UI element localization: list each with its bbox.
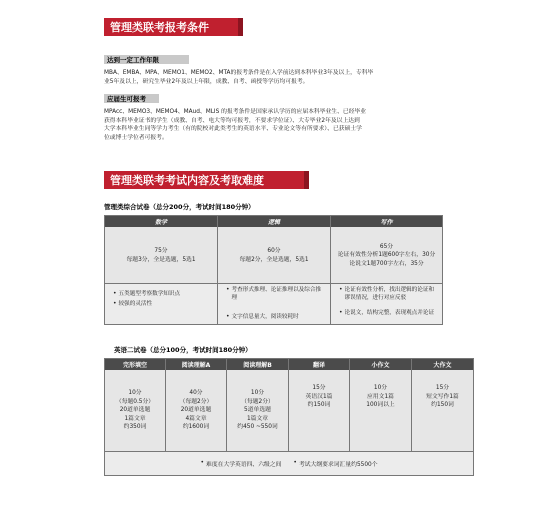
- bullet-item: [339, 309, 437, 317]
- bullet-item: [113, 300, 211, 308]
- bullet-icon: •: [226, 313, 230, 320]
- column-header: 数学: [105, 216, 217, 227]
- bullet-icon: •: [200, 458, 205, 466]
- table-cell: [331, 227, 442, 284]
- cell-line: 20道单选题: [119, 407, 151, 414]
- text-line: 获得本科毕业证书的学生（成教、自考、电大等均可报考，不要求学位证）、大专毕业2年及以上达到: [104, 117, 360, 124]
- detail-text: 每题2分，全是选题，5选1: [239, 256, 309, 263]
- column-header: 阅读理解B: [227, 359, 288, 370]
- table-divider: [288, 359, 289, 451]
- table-divider: [349, 359, 350, 451]
- condition-text: [104, 69, 449, 86]
- table-divider: [165, 359, 166, 451]
- table-title: 管理类综合试卷（总分200分，考试时间180分钟）: [104, 203, 255, 211]
- cell-line: 100词以上: [366, 402, 395, 409]
- note-text: 论说文，结构完整，表现观点并论证: [344, 310, 435, 316]
- column-header: 大作文: [412, 359, 473, 370]
- text-line: 业5年及以上，研究生毕业2年及以上年限，成教、自考、函授等学历均可报考。: [104, 78, 309, 85]
- cell-line: 1篇文章: [124, 415, 146, 422]
- section-header-exam-content: [104, 171, 309, 189]
- cell-line: 1篇文章: [246, 415, 269, 422]
- column-header: 逻辑: [218, 216, 330, 227]
- note-text: 考试大纲要求词汇量约5500个: [298, 461, 378, 468]
- cell-line: 15分: [435, 385, 450, 391]
- note-text: 文字信息量大，阅读较耗时: [231, 314, 299, 320]
- score-text: 60分: [267, 247, 281, 254]
- column-header: 阅读理解A: [166, 359, 226, 370]
- cell-line: 5道单选题: [244, 407, 271, 414]
- text-line: MPAcc、MEMO3、MEMO4、MAud、MLIS 的报考条件是国家承认学历的应届本科毕业生、已经毕业: [104, 109, 367, 115]
- table-cell: [227, 370, 288, 451]
- cell-line: （每题0.5分）: [115, 398, 155, 405]
- bullet-item: [113, 290, 211, 298]
- score-text: 75分: [154, 247, 168, 254]
- score-text: 65分: [379, 243, 394, 250]
- cell-line: （每题2分）: [179, 398, 213, 405]
- table-cell: [412, 370, 473, 451]
- section-header-requirements: [104, 18, 243, 36]
- cell-line: 短文写作1篇: [426, 393, 459, 400]
- table-cell: [331, 284, 442, 324]
- note-text: 五类题型考察数学知识点: [118, 291, 181, 297]
- table-cell: [105, 284, 217, 324]
- note-text: 论证有效性分析，找出逻辑的论证和谬误情况，进行对应反驳: [344, 287, 435, 301]
- table-divider: [217, 216, 218, 324]
- english-exam-table: [104, 358, 474, 476]
- section-title: 管理类联考考试内容及考取难度: [110, 174, 264, 187]
- condition-heading: [104, 94, 159, 103]
- cell-line: 约350词: [123, 424, 147, 431]
- bullet-icon: •: [113, 290, 117, 297]
- table-cell: [218, 284, 330, 324]
- condition-title: 应届生可报考: [107, 95, 146, 103]
- table-divider: [411, 359, 412, 451]
- table-divider: [105, 283, 442, 284]
- table-cell: [218, 227, 330, 284]
- cell-line: 英语汉1篇: [305, 393, 333, 400]
- column-header: 翻译: [289, 359, 349, 370]
- table-divider: [226, 359, 227, 451]
- cell-line: 15分: [312, 385, 326, 391]
- cell-line: 40分: [189, 390, 203, 397]
- cell-line: 约450 ~550词: [237, 424, 278, 431]
- cell-line: 10分: [250, 390, 265, 397]
- bullet-icon: •: [293, 458, 297, 466]
- bullet-item: [201, 459, 282, 468]
- table-divider: [330, 216, 331, 324]
- text-line: MBA、EMBA、MPA、MEMO1、MEMO2、MTA的报考条件是在入学前达到本科毕业3年及以上，专科毕: [104, 70, 374, 76]
- note-text: 较强的灵活性: [118, 301, 153, 307]
- table-cell: [350, 370, 411, 451]
- cell-line: 10分: [128, 390, 142, 397]
- table-cell: [105, 227, 217, 284]
- note-text: 难度在大学英语四、六级之间: [206, 461, 282, 468]
- bullet-icon: •: [339, 309, 343, 316]
- cell-line: （每题2分）: [241, 398, 274, 405]
- note-text: 考查形式推理、论证推理以及综合推理: [231, 287, 322, 301]
- text-line: 位或博士学位者可报考。: [104, 134, 168, 141]
- bullet-item: [226, 286, 324, 302]
- table-cell: [166, 370, 226, 451]
- condition-text: [104, 108, 454, 142]
- column-header: 写作: [331, 216, 442, 227]
- bullet-item: [293, 459, 377, 468]
- table-divider: [105, 451, 473, 452]
- detail-text: 论说文1题700字左右，35分: [349, 260, 424, 267]
- cell-line: 10分: [373, 385, 388, 391]
- bullet-item: [226, 313, 326, 321]
- cell-line: 应用文1篇: [367, 393, 394, 400]
- cell-line: 20道单选题: [180, 407, 212, 414]
- text-line: 大学本科毕业生同等学力考生（有的院校对此类考生的英语水平、专业论文等有所要求）、已获硕士学: [104, 126, 362, 133]
- bullet-icon: •: [226, 286, 230, 293]
- table-cell: [105, 370, 165, 451]
- detail-text: 每题3分，全是选题，5选1: [126, 256, 196, 263]
- cell-line: 4篇文章: [185, 415, 207, 422]
- condition-title: 达到一定工作年限: [107, 56, 159, 64]
- bullet-icon: •: [339, 286, 343, 293]
- bullet-item: [339, 286, 437, 302]
- cell-line: 约150词: [307, 402, 331, 409]
- table-cell: [289, 370, 349, 451]
- table-footer: [105, 451, 473, 475]
- column-header: 完形填空: [105, 359, 165, 370]
- section-title: 管理类联考报考条件: [110, 21, 209, 34]
- cell-line: 约150词: [431, 402, 454, 409]
- comprehensive-exam-table: [104, 215, 443, 325]
- condition-heading: [104, 55, 189, 64]
- bullet-icon: •: [113, 300, 117, 307]
- cell-line: 约1600词: [182, 424, 210, 431]
- detail-text: 论证有效性分析1题600字左右，30分: [337, 252, 436, 259]
- table-title: 英语二试卷（总分100分，考试时间180分钟）: [114, 346, 252, 354]
- column-header: 小作文: [350, 359, 411, 370]
